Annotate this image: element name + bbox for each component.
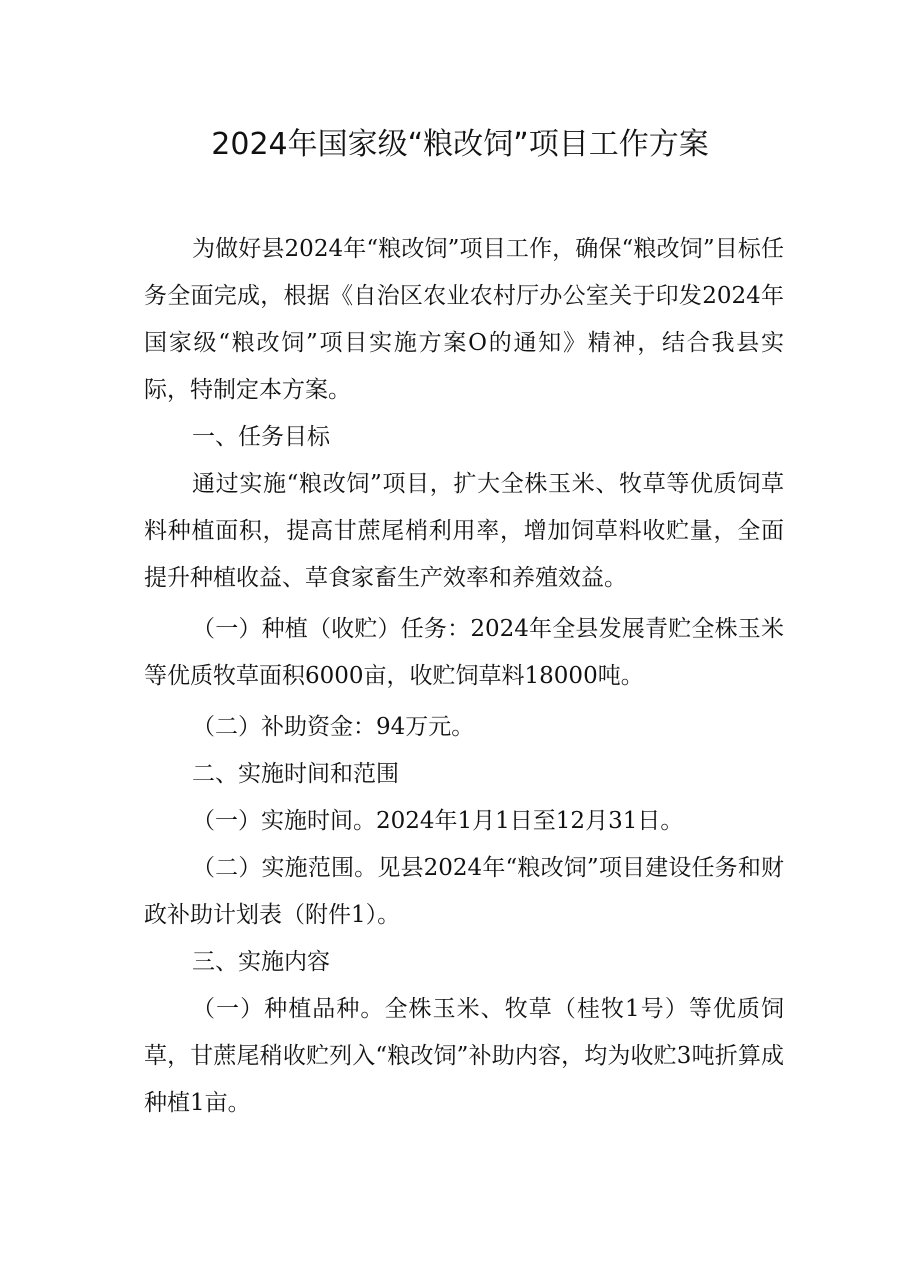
planting-varieties-paragraph: （一）种植品种。全株玉米、牧草（桂牧1号）等优质饲草，甘蔗尾稍收贮列入“粮改饲”补助内容，均为收贮3吨折算成种植1亩。: [144, 996, 784, 1116]
section-heading-task-goals: 一、任务目标: [192, 424, 330, 450]
section-heading-time-scope: 二、实施时间和范围: [192, 761, 399, 787]
implementation-time-paragraph: （一）实施时间。2024年1月1日至12月31日。: [192, 808, 684, 834]
planting-task-paragraph: （一）种植（收贮）任务：2024年全县发展青贮全株玉米等优质牧草面积6000亩，收贮饲草料18000吨。: [144, 616, 784, 689]
section-heading-content: 三、实施内容: [192, 949, 330, 975]
document-body: [144, 226, 784, 1127]
subsidy-funds-paragraph: （二）补助资金：94万元。: [192, 714, 475, 740]
task-goals-paragraph: 通过实施“粮改饲”项目，扩大全株玉米、牧草等优质饲草料种植面积，提高甘蔗尾梢利用率，增加饲草料收贮量，全面提升种植收益、草食家畜生产效率和养殖效益。: [144, 471, 784, 591]
implementation-scope-paragraph: （二）实施范围。见县2024年“粮改饲”项目建设任务和财政补助计划表（附件1）。: [144, 855, 784, 928]
intro-paragraph: 为做好县2024年“粮改饲”项目工作，确保“粮改饲”目标任务全面完成，根据《自治区农业农村厅办公室关于印发2024年国家级“粮改饲”项目实施方案O的通知》精神，结合我县实际，特制定本方案。: [144, 236, 784, 403]
document-title: 2024年国家级“粮改饲”项目工作方案: [211, 127, 709, 162]
